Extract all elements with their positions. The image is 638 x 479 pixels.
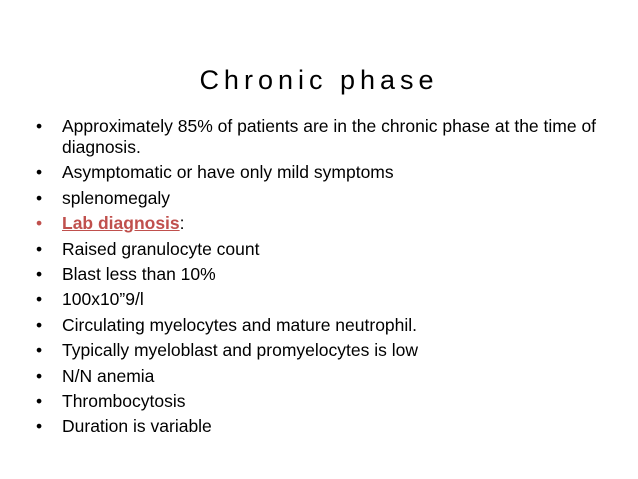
bullet-item: [36, 391, 616, 412]
bullet-text: Approximately 85% of patients are in the chronic phase at the time of diagnosis.: [62, 116, 597, 157]
bullet-item: [36, 162, 616, 183]
bullet-text: Thrombocytosis: [62, 390, 186, 411]
bullet-icon: •: [36, 187, 43, 208]
bullet-icon: •: [36, 263, 43, 284]
lab-diagnosis-heading: Lab diagnosis: [62, 213, 180, 234]
bullet-item: [36, 315, 616, 336]
bullet-item: [36, 264, 616, 285]
bullet-text: Typically myeloblast and promyelocytes is low: [62, 340, 418, 361]
bullet-text: Raised granulocyte count: [62, 238, 260, 259]
bullet-list: [36, 116, 616, 442]
bullet-item: [36, 366, 616, 387]
bullet-icon: •: [36, 116, 43, 136]
bullet-icon: •: [36, 340, 43, 361]
bullet-text: splenomegaly: [62, 187, 170, 208]
bullet-icon: •: [36, 416, 43, 437]
bullet-item: [36, 289, 616, 310]
bullet-text: Circulating myelocytes and mature neutrophil.: [62, 314, 418, 335]
bullet-icon: •: [36, 314, 43, 335]
bullet-item: [36, 188, 616, 209]
bullet-item: [36, 239, 616, 260]
bullet-text: Blast less than 10%: [62, 263, 216, 284]
bullet-text: Asymptomatic or have only mild symptoms: [62, 162, 394, 183]
bullet-text: N/N anemia: [62, 365, 155, 386]
bullet-text: Duration is variable: [62, 416, 212, 437]
bullet-icon: •: [36, 238, 43, 259]
bullet-item-lab-diagnosis: [36, 213, 616, 234]
bullet-text: 100x10”9/l: [62, 289, 144, 310]
lab-diagnosis-colon: :: [179, 213, 185, 234]
bullet-item: [36, 416, 616, 437]
slide-title: Chronic phase: [199, 65, 439, 95]
bullet-icon: •: [36, 162, 43, 183]
bullet-icon: •: [36, 289, 43, 310]
bullet-icon: •: [36, 390, 43, 411]
bullet-item: [36, 340, 616, 361]
bullet-icon: •: [36, 213, 43, 234]
bullet-icon: •: [36, 365, 43, 386]
bullet-item: [36, 116, 616, 158]
